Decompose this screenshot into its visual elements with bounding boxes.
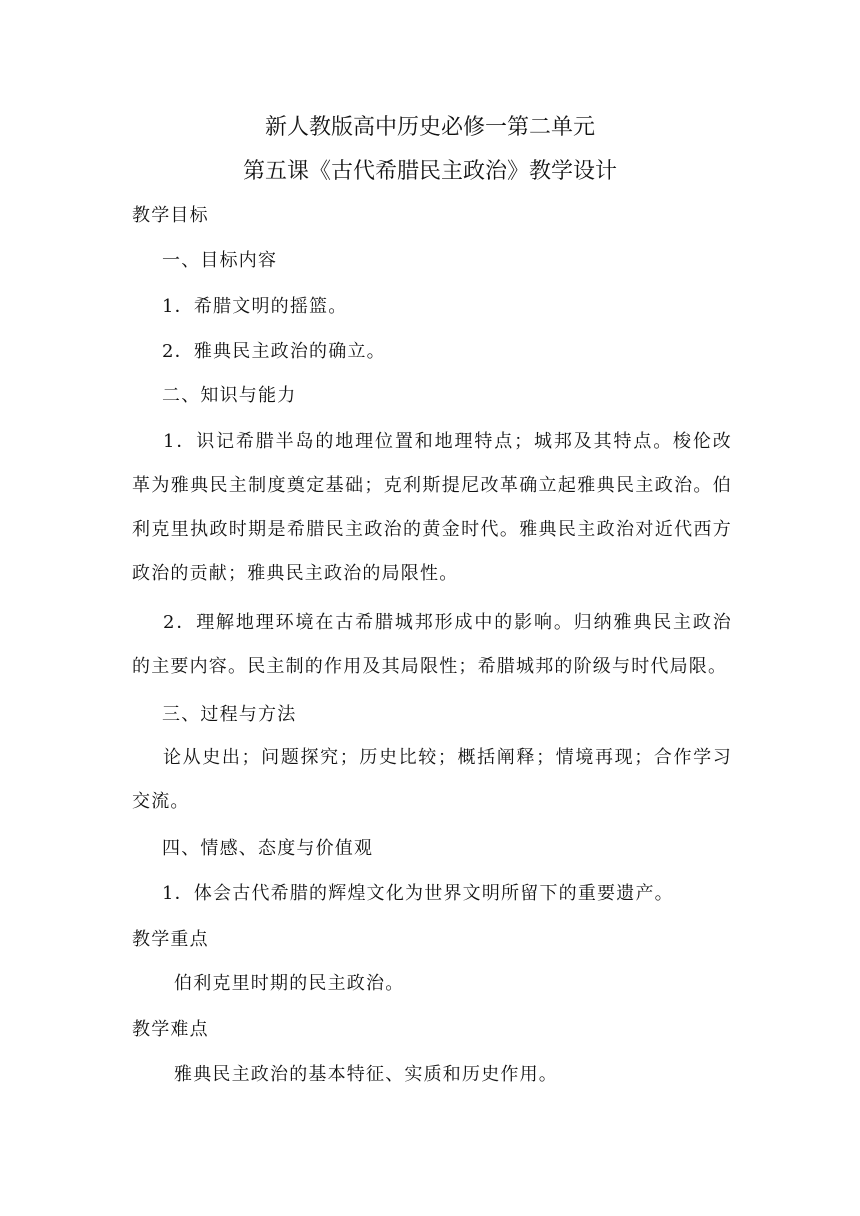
section4-heading: 四、情感、态度与价值观 bbox=[162, 838, 374, 859]
document-title-line1: 新人教版高中历史必修一第二单元 bbox=[264, 115, 595, 140]
section4-item1: 1．体会古代希腊的辉煌文化为世界文明所留下的重要遗产。 bbox=[162, 883, 674, 904]
section1-heading: 一、目标内容 bbox=[162, 250, 278, 271]
section1-item2: 2．雅典民主政治的确立。 bbox=[162, 341, 386, 362]
section2-paragraph2: 2．理解地理环境在古希腊城邦形成中的影响。归纳雅典民主政治的主要内容。民主制的作用及其局限性；希腊城邦的阶级与时代局限。 bbox=[132, 612, 732, 677]
section2-heading: 二、知识与能力 bbox=[162, 385, 297, 406]
section3-paragraph: 论从史出；问题探究；历史比较；概括阐释；情境再现；合作学习交流。 bbox=[132, 747, 732, 812]
section2-paragraph1: 1．识记希腊半岛的地理位置和地理特点；城邦及其特点。梭伦改革为雅典民主制度奠定基础；克利斯提尼改革确立起雅典民主政治。伯利克里执政时期是希腊民主政治的黄金时代。雅典民主政治对近代西方政治的贡献；雅典民主政治的局限性。 bbox=[132, 431, 732, 584]
objectives-heading: 教学目标 bbox=[132, 205, 209, 226]
key-points-text: 伯利克里时期的民主政治。 bbox=[174, 973, 405, 994]
section1-item1: 1．希腊文明的摇篮。 bbox=[162, 296, 348, 317]
section3-heading: 三、过程与方法 bbox=[162, 704, 297, 725]
difficult-points-heading: 教学难点 bbox=[132, 1019, 209, 1040]
key-points-heading: 教学重点 bbox=[132, 929, 209, 950]
difficult-points-text: 雅典民主政治的基本特征、实质和历史作用。 bbox=[174, 1064, 558, 1085]
document-title-line2: 第五课《古代希腊民主政治》教学设计 bbox=[242, 159, 617, 184]
